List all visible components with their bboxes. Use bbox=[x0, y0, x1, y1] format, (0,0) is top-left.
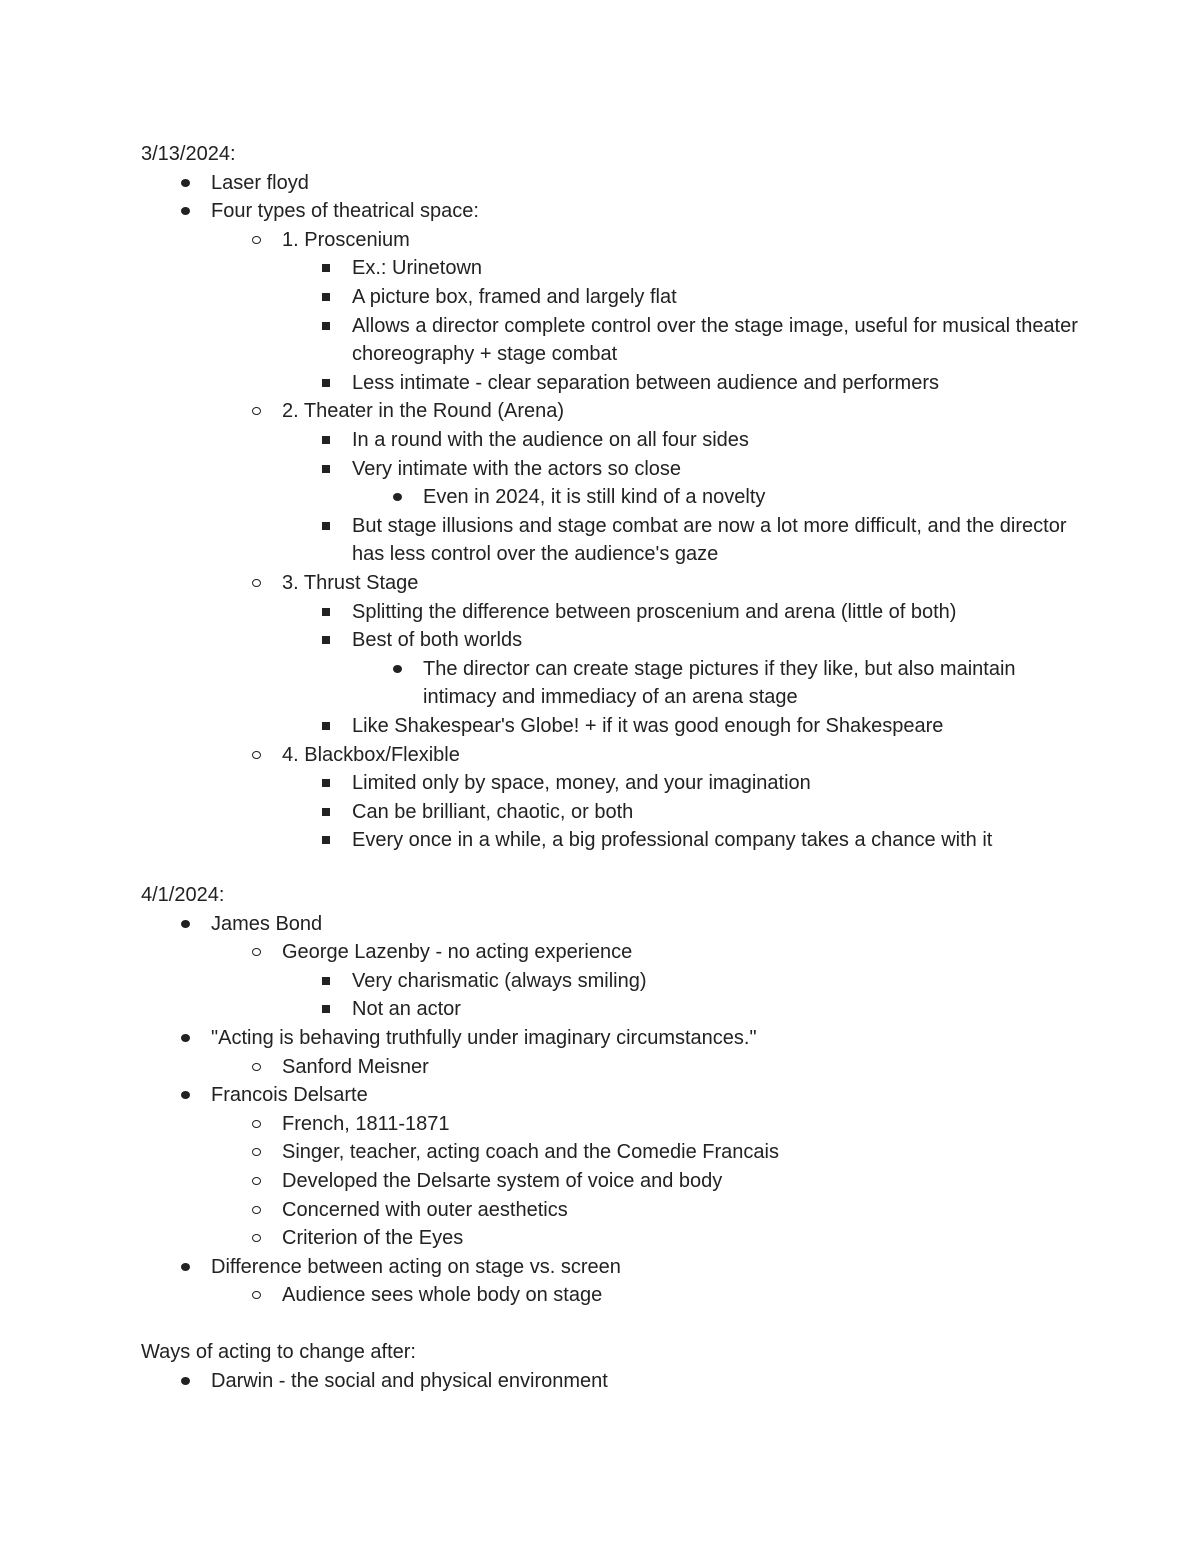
list-item bbox=[388, 483, 1080, 511]
section-heading: 4/1/2024: bbox=[141, 884, 225, 906]
square-bullet-icon bbox=[317, 283, 337, 311]
list-item-text: Concerned with outer aesthetics bbox=[282, 1198, 568, 1221]
square-bullet-icon bbox=[317, 995, 337, 1023]
disc-bullet-icon bbox=[176, 169, 196, 197]
list-item bbox=[247, 569, 1080, 597]
list-item-text: In a round with the audience on all four sides bbox=[352, 429, 749, 451]
square-bullet-icon bbox=[317, 312, 337, 340]
list-item bbox=[247, 1053, 1080, 1081]
list-item bbox=[317, 967, 1080, 995]
list-item bbox=[317, 995, 1080, 1023]
list-item bbox=[317, 455, 1080, 483]
list-item-text: Singer, teacher, acting coach and the Comedie Francais bbox=[282, 1141, 779, 1164]
list-item bbox=[176, 1253, 1080, 1281]
list-item-text: The director can create stage pictures if they like, but also maintain intimacy and immediacy of an arena stage bbox=[423, 657, 1016, 708]
list-item-text: French, 1811-1871 bbox=[282, 1112, 450, 1135]
list-item-text: Ex.: Urinetown bbox=[352, 257, 483, 280]
list-item-text: "Acting is behaving truthfully under imaginary circumstances." bbox=[211, 1027, 757, 1049]
list-item-text: Developed the Delsarte system of voice and body bbox=[282, 1170, 723, 1192]
list-item bbox=[247, 1138, 1080, 1166]
list-item bbox=[317, 626, 1080, 654]
square-bullet-icon bbox=[317, 769, 337, 797]
disc-bullet-icon bbox=[176, 910, 196, 938]
list-item-text: Darwin - the social and physical environment bbox=[211, 1369, 608, 1392]
square-bullet-icon bbox=[317, 598, 337, 626]
list-item bbox=[176, 910, 1080, 938]
square-bullet-icon bbox=[317, 369, 337, 397]
list-item-text: James Bond bbox=[211, 912, 323, 935]
square-bullet-icon bbox=[317, 626, 337, 654]
list-item-text: Four types of theatrical space: bbox=[211, 200, 479, 223]
list-item bbox=[247, 1110, 1080, 1138]
list-item bbox=[247, 1281, 1080, 1309]
list-item-text: Very charismatic (always smiling) bbox=[352, 969, 647, 992]
list-item-text: Can be brilliant, chaotic, or both bbox=[352, 800, 634, 823]
list-item-text: 3. Thrust Stage bbox=[282, 572, 419, 594]
circle-bullet-icon bbox=[247, 226, 267, 254]
list-item bbox=[176, 169, 1080, 197]
disc-bullet-icon bbox=[176, 1024, 196, 1052]
list-item bbox=[317, 283, 1080, 311]
list-item bbox=[247, 1224, 1080, 1252]
list-item bbox=[317, 826, 1080, 854]
circle-bullet-icon bbox=[247, 938, 267, 966]
section-heading: 3/13/2024: bbox=[141, 143, 236, 165]
list-item-text: Less intimate - clear separation between audience and performers bbox=[352, 371, 939, 394]
list-item bbox=[317, 598, 1080, 626]
square-bullet-icon bbox=[317, 455, 337, 483]
list-item bbox=[317, 254, 1080, 282]
list-item bbox=[388, 655, 1080, 711]
section-heading: Ways of acting to change after: bbox=[141, 1341, 416, 1363]
list-item-text: Difference between acting on stage vs. screen bbox=[211, 1255, 621, 1278]
list-item bbox=[247, 397, 1080, 425]
circle-bullet-icon bbox=[247, 1167, 267, 1195]
list-item bbox=[317, 798, 1080, 826]
list-item-text: Not an actor bbox=[352, 998, 461, 1021]
list-item bbox=[317, 426, 1080, 454]
list-item-text: 2. Theater in the Round (Arena) bbox=[282, 400, 565, 423]
list-item-text: Every once in a while, a big professional company takes a chance with it bbox=[352, 829, 993, 852]
disc-bullet-icon bbox=[388, 655, 408, 683]
square-bullet-icon bbox=[317, 712, 337, 740]
list-item bbox=[247, 1196, 1080, 1224]
list-item-text: George Lazenby - no acting experience bbox=[282, 941, 633, 964]
list-item bbox=[176, 1024, 1080, 1052]
square-bullet-icon bbox=[317, 798, 337, 826]
circle-bullet-icon bbox=[247, 1281, 267, 1309]
circle-bullet-icon bbox=[247, 1196, 267, 1224]
list-item-text: Allows a director complete control over the stage image, useful for musical theater choreography + stage combat bbox=[352, 314, 1078, 365]
disc-bullet-icon bbox=[176, 1253, 196, 1281]
circle-bullet-icon bbox=[247, 1224, 267, 1252]
list-item-text: Criterion of the Eyes bbox=[282, 1227, 464, 1250]
list-item bbox=[317, 512, 1080, 568]
disc-bullet-icon bbox=[176, 1367, 196, 1395]
list-item-text: Even in 2024, it is still kind of a novelty bbox=[423, 486, 766, 509]
square-bullet-icon bbox=[317, 826, 337, 854]
list-item-text: Laser floyd bbox=[211, 171, 309, 194]
list-item-text: Audience sees whole body on stage bbox=[282, 1284, 603, 1307]
square-bullet-icon bbox=[317, 512, 337, 540]
circle-bullet-icon bbox=[247, 397, 267, 425]
list-item bbox=[247, 1167, 1080, 1195]
list-item-text: Limited only by space, money, and your imagination bbox=[352, 772, 811, 795]
list-item-text: Splitting the difference between proscenium and arena (little of both) bbox=[352, 600, 957, 623]
list-item-text: Sanford Meisner bbox=[282, 1055, 429, 1078]
list-item-text: But stage illusions and stage combat are now a lot more difficult, and the director has less control over the audience's gaze bbox=[352, 514, 1067, 565]
list-item-text: Best of both worlds bbox=[352, 629, 523, 652]
list-item-text: A picture box, framed and largely flat bbox=[352, 286, 677, 308]
list-item-text: Very intimate with the actors so close bbox=[352, 457, 682, 480]
list-item-text: 1. Proscenium bbox=[282, 228, 410, 251]
list-item bbox=[247, 741, 1080, 769]
list-item bbox=[317, 712, 1080, 740]
square-bullet-icon bbox=[317, 967, 337, 995]
list-item bbox=[176, 197, 1080, 225]
list-item-text: Like Shakespear's Globe! + if it was good enough for Shakespeare bbox=[352, 715, 944, 737]
circle-bullet-icon bbox=[247, 741, 267, 769]
list-item bbox=[247, 938, 1080, 966]
square-bullet-icon bbox=[317, 254, 337, 282]
circle-bullet-icon bbox=[247, 569, 267, 597]
list-item bbox=[317, 369, 1080, 397]
list-item bbox=[247, 226, 1080, 254]
disc-bullet-icon bbox=[388, 483, 408, 511]
circle-bullet-icon bbox=[247, 1110, 267, 1138]
circle-bullet-icon bbox=[247, 1053, 267, 1081]
list-item-text: 4. Blackbox/Flexible bbox=[282, 743, 460, 766]
square-bullet-icon bbox=[317, 426, 337, 454]
list-item bbox=[176, 1367, 1080, 1395]
list-item-text: Francois Delsarte bbox=[211, 1084, 368, 1107]
list-item bbox=[317, 769, 1080, 797]
disc-bullet-icon bbox=[176, 1081, 196, 1109]
disc-bullet-icon bbox=[176, 197, 196, 225]
list-item bbox=[317, 312, 1080, 368]
circle-bullet-icon bbox=[247, 1138, 267, 1166]
list-item bbox=[176, 1081, 1080, 1109]
